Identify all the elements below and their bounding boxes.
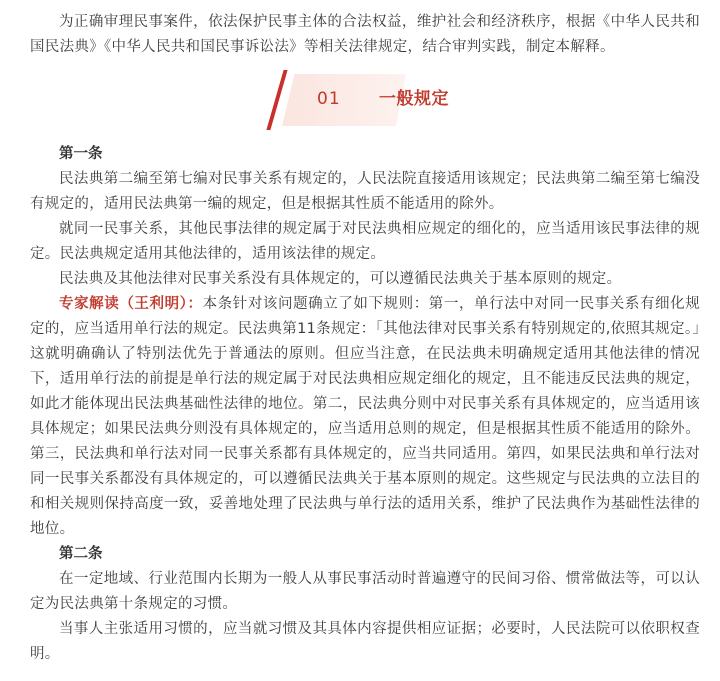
article-1 — [30, 142, 700, 542]
article-paragraph: 就同一民事关系，其他民事法律的规定属于对民法典相应规定的细化的，应当适用该民事法律的规定。民法典规定适用其他法律的，适用该法律的规定。 — [30, 221, 700, 262]
article-title: 第一条 — [59, 146, 103, 162]
article-paragraph: 当事人主张适用习惯的，应当就习惯及其具体内容提供相应证据；必要时，人民法院可以依职权查明。 — [30, 621, 700, 662]
article-paragraph: 民法典第二编至第七编对民事关系有规定的，人民法院直接适用该规定；民法典第二编至第七编没有规定的，适用民法典第一编的规定，但是根据其性质不能适用的除外。 — [30, 171, 700, 212]
article-paragraph: 民法典及其他法律对民事关系没有具体规定的，可以遵循民法典关于基本原则的规定。 — [59, 271, 622, 287]
expert-commentary-label: 专家解读（王利明）： — [59, 296, 203, 312]
article-title: 第二条 — [59, 546, 103, 562]
section-header — [30, 74, 700, 126]
expert-commentary-text: 本条针对该问题确立了如下规则：第一，单行法中对同一民事关系有细化规定的，应当适用单行法的规定。民法典第11条规定：「其他法律对民事关系有特别规定的,依照其规定。」这就明确确认了特别法优先于普通法的原则。但应当注意，在民法典未明确规定适用其他法律的情况下，适用单行法的前提是单行法的规定属于对民法典相应规定细化的规定，且不能违反民法典的规定，如此才能体现出民法典基础性法律的地位。第二，民法典分则中对民事关系有具体规定的，应当适用该具体规定；如果民法典分则没有具体规定的，应当适用总则的规定，但是根据其性质不能适用的除外。第三，民法典和单行法对同一民事关系都有具体规定的，应当共同适用。第四，如果民法典和单行法对同一民事关系都没有具体规定的，可以遵循民法典关于基本原则的规定。这些规定与民法典的立法目的和相关规则保持高度一致，妥善地处理了民法典与单行法的适用关系，维护了民法典作为基础性法律的地位。 — [30, 296, 700, 537]
intro-paragraph: 为正确审理民事案件，依法保护民事主体的合法权益，维护社会和经济秩序，根据《中华人民共和国民法典》《中华人民共和国民事诉讼法》等相关法律规定，结合审判实践，制定本解释。 — [30, 14, 700, 55]
article-2 — [30, 542, 700, 667]
expert-commentary — [30, 292, 700, 542]
article-paragraph: 在一定地域、行业范围内长期为一般人从事民事活动时普遍遵守的民间习俗、惯常做法等，可以认定为民法典第十条规定的习惯。 — [30, 571, 700, 612]
section-number: 01 — [317, 89, 341, 109]
section-title: 一般规定 — [379, 89, 449, 109]
document-body — [30, 10, 700, 667]
